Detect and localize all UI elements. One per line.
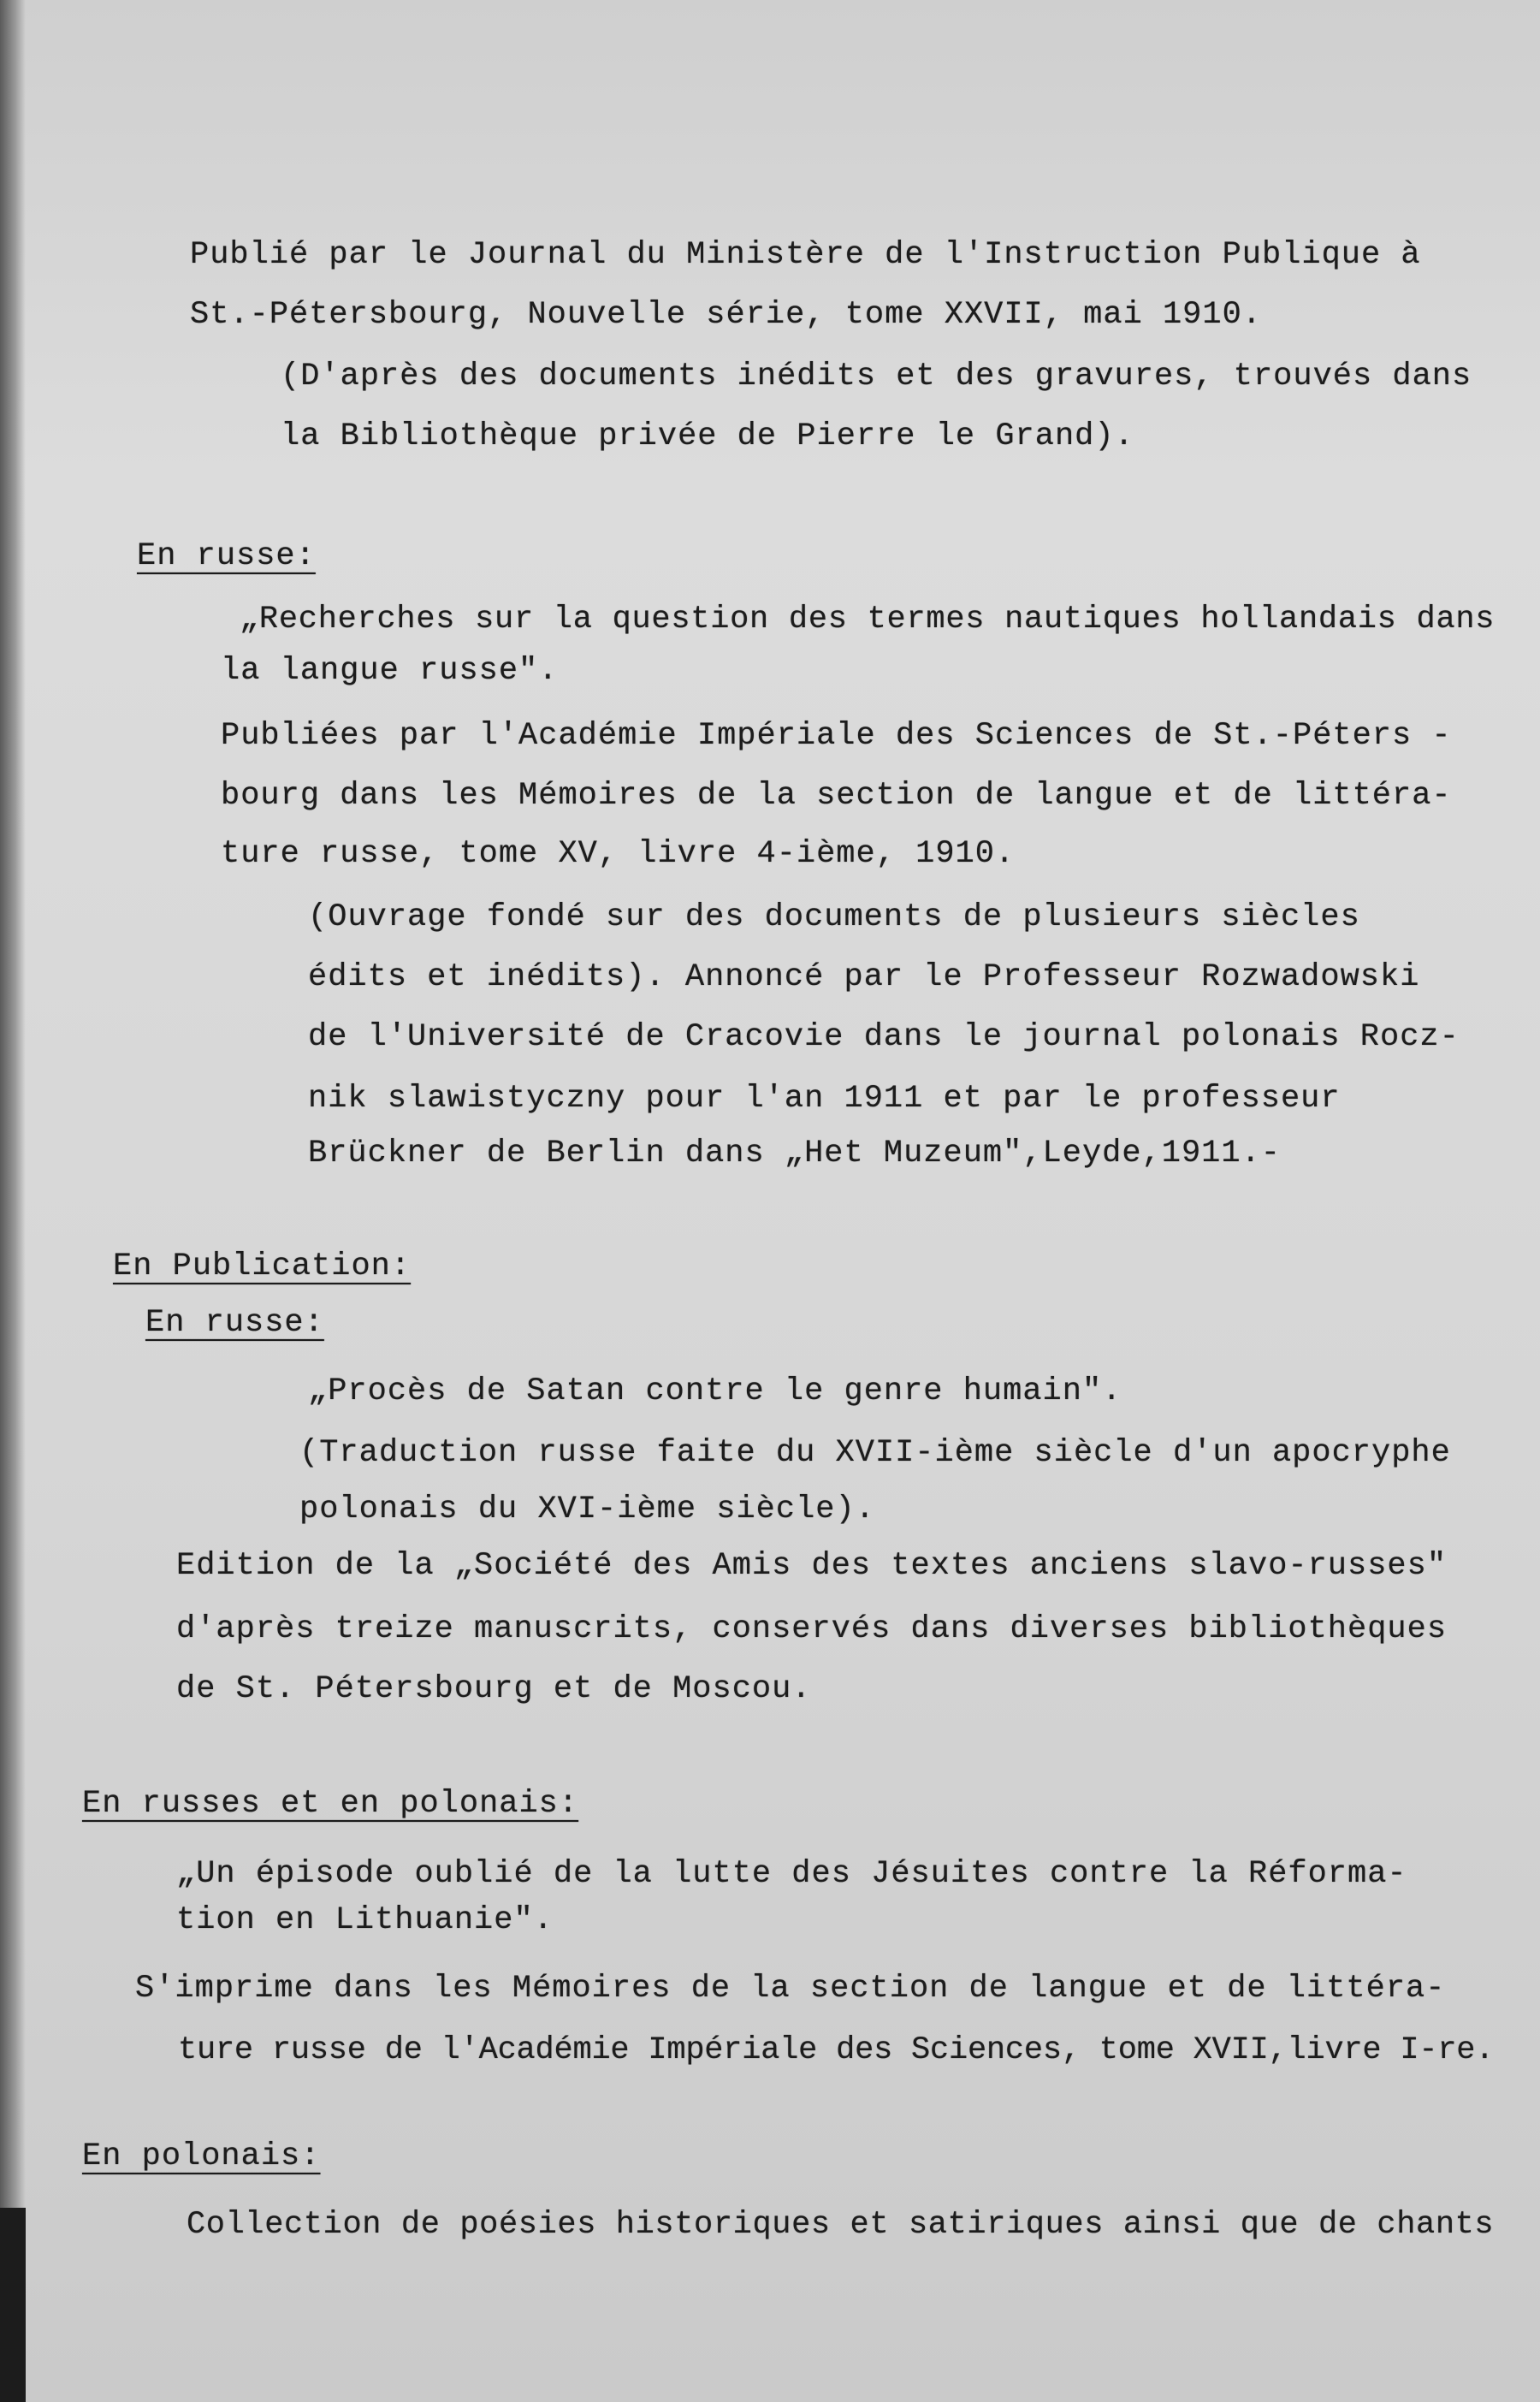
section-heading-russe: En russe: xyxy=(137,538,316,574)
text-line: Publié par le Journal du Ministère de l'Instruction Publique à xyxy=(190,237,1421,273)
text-line: ture russe de l'Académie Impériale des Sciences, tome XVII,livre I-re. xyxy=(178,2032,1495,2068)
text-line: ture russe, tome XV, livre 4-ième, 1910. xyxy=(221,836,1016,872)
text-line: la langue russe". xyxy=(221,653,559,689)
text-line: Brückner de Berlin dans „Het Muzeum",Leyde,1911.- xyxy=(308,1136,1281,1171)
text-line: tion en Lithuanie". xyxy=(176,1902,554,1938)
subsection-heading-russe: En russe: xyxy=(145,1305,324,1341)
section-heading-russes-polonais: En russes et en polonais: xyxy=(82,1786,579,1822)
text-line: d'après treize manuscrits, conservés dans diverses bibliothèques xyxy=(176,1611,1448,1647)
text-line: nik slawistyczny pour l'an 1911 et par le professeur xyxy=(308,1081,1341,1117)
text-line: St.-Pétersbourg, Nouvelle série, tome XXVII, mai 1910. xyxy=(190,297,1262,333)
text-line: (D'après des documents inédits et des gravures, trouvés dans xyxy=(281,359,1472,394)
text-line: de St. Pétersbourg et de Moscou. xyxy=(176,1671,812,1707)
section-heading-publication: En Publication: xyxy=(113,1248,412,1284)
text-line: (Ouvrage fondé sur des documents de plusieurs siècles xyxy=(308,899,1360,935)
text-line: de l'Université de Cracovie dans le journal polonais Rocz- xyxy=(308,1019,1460,1055)
text-line: „Un épisode oublié de la lutte des Jésuites contre la Réforma- xyxy=(176,1856,1407,1892)
text-line: Publiées par l'Académie Impériale des Sciences de St.-Péters - xyxy=(221,718,1452,754)
text-line: Collection de poésies historiques et satiriques ainsi que de chants xyxy=(187,2207,1495,2243)
page-left-edge xyxy=(0,0,26,2402)
text-line: édits et inédits). Annoncé par le Professeur Rozwadowski xyxy=(308,959,1420,995)
text-line: Edition de la „Société des Amis des textes anciens slavo-russes" xyxy=(176,1548,1448,1584)
text-line: polonais du XVI-ième siècle). xyxy=(299,1492,875,1527)
text-line: (Traduction russe faite du XVII-ième siècle d'un apocryphe xyxy=(299,1435,1451,1471)
text-line: la Bibliothèque privée de Pierre le Grand). xyxy=(281,418,1134,454)
text-line: S'imprime dans les Mémoires de la section de langue et de littéra- xyxy=(135,1971,1446,2007)
page-bottom-left-corner xyxy=(0,2208,26,2402)
section-heading-polonais: En polonais: xyxy=(82,2138,321,2174)
text-line: „Recherches sur la question des termes nautiques hollandais dans xyxy=(240,602,1496,638)
text-line: bourg dans les Mémoires de la section de langue et de littéra- xyxy=(221,778,1452,814)
text-line: „Procès de Satan contre le genre humain". xyxy=(308,1373,1122,1409)
